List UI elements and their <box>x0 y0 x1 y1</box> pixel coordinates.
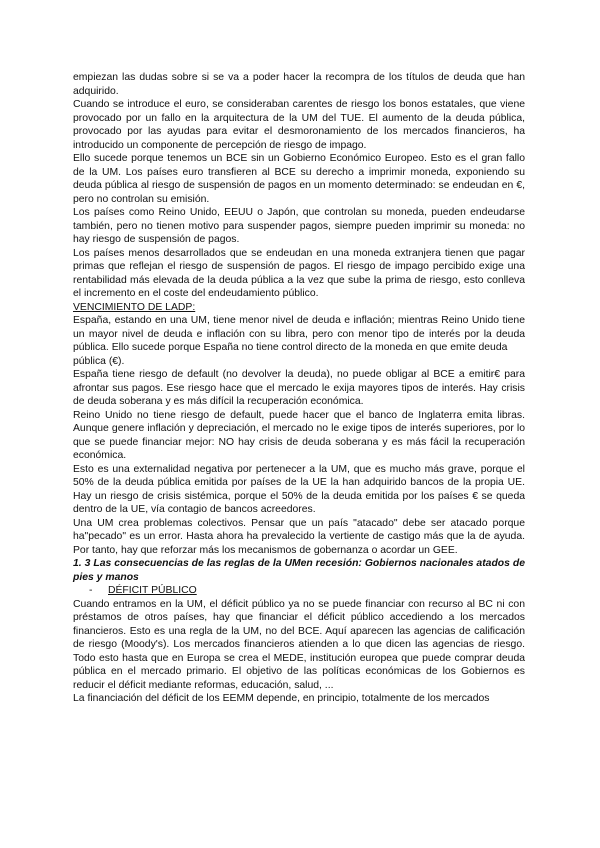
paragraph-deficit-um: Cuando entramos en la UM, el déficit público ya no se puede financiar con recurso al BC ni con préstamos de otros países, hay que financiar el déficit público accediendo a los mercados financieros. Esto es una regla de la UM, no del BCE. Aquí aparecen las agencias de calificación de riesgo (Moody's). Los mercados financieros atienden a lo que dicen las agencias de riesgo. Todo esto hasta que en Europa se crea el MEDE, institución europea que puede comprar deuda pública en el mercado primario. El objetivo de las políticas económicas de los Gobiernos es reducir el déficit mediante reformas, educación, salud, ... <box>73 598 525 691</box>
bullet-deficit-publico <box>73 584 525 598</box>
section-heading: 1. 3 Las consecuencias de las reglas de la UMen recesión: Gobiernos nacionales atados de pies y manos <box>73 558 525 583</box>
paragraph-espana-default: España tiene riesgo de default (no devolver la deuda), no puede obligar al BCE a emitir€ para afrontar sus pagos. Ese riesgo hace que el mercado le exija mayores tipos de interés. Hay crisis de deuda soberana y es más difícil la recuperación económica. <box>73 369 525 407</box>
document-page <box>73 71 525 706</box>
paragraph-bce-gobierno: Ello sucede porque tenemos un BCE sin un Gobierno Económico Europeo. Esto es el gran fallo de la UM. Los países euro transfieren al BCE su derecho a imprimir moneda, exponiendo su deuda pública al riesgo de suspensión de pagos en un momento determinado: se endeudan en €, pero no controlan su emisión. <box>73 153 525 205</box>
paragraph-espana-um: España, estando en una UM, tiene menor nivel de deuda e inflación; mientras Reino Unido tiene un mayor nivel de deuda e inflación con su libra, pero con menor tipo de interés por la deuda pública. Ello sucede porque España no tiene control directo de la moneda en que emite deuda <box>73 315 525 353</box>
paragraph-externalidad: Esto es una externalidad negativa por pertenecer a la UM, que es mucho más grave, porque el 50% de la deuda pública emitida por países de la UE la han adquirido bancos de la propia UE. Hay un riesgo de crisis sistémica, porque el 50% de la deuda emitida por los países € se queda dentro de la UE, vía contagio de bancos acreedores. <box>73 463 525 515</box>
paragraph-euro-riesgo: Cuando se introduce el euro, se consideraban carentes de riesgo los bonos estatales, que viene provocado por un fallo en la arquitectura de la UM del TUE. El aumento de la deuda pública, provocado por las ayudas para evitar el desmoronamiento de los mercados financieros, ha introducido un componente de percepción de riesgo de impago. <box>73 99 525 151</box>
bullet-label: DÉFICIT PÚBLICO <box>108 585 197 596</box>
bullet-dash: - <box>89 585 93 596</box>
paragraph-reino-unido-default: Reino Unido no tiene riesgo de default, puede hacer que el banco de Inglaterra emita libras. Aunque genere inflación y depreciación, el mercado no le exige tipos de interés superiores, por lo que se puede financiar mejor: NO hay crisis de deuda soberana y es más fácil la recuperación económica. <box>73 409 525 461</box>
paragraph-recompra: empiezan las dudas sobre si se va a poder hacer la recompra de los títulos de deuda que han adquirido. <box>73 72 525 97</box>
paragraph-financiacion-eemm: La financiación del déficit de los EEMM depende, en principio, totalmente de los mercados <box>73 693 490 704</box>
paragraph-paises-menos-desarrollados: Los países menos desarrollados que se endeudan en una moneda extranjera tienen que pagar primas que reflejan el riesgo de suspensión de pagos. El riesgo de impago percibido exige una rentabilidad más elevada de la deuda pública a la vez que sube la prima de riesgo, esto conlleva el incremento en el coste del endeudamiento público. <box>73 247 525 299</box>
paragraph-problemas-colectivos: Una UM crea problemas colectivos. Pensar que un país "atacado" debe ser atacado porque ha"pecado" es un error. Hasta ahora ha prevalecido la vertiente de castigo más que la de ayuda. Por tanto, hay que reforzar más los mecanismos de gobernanza o acordar un GEE. <box>73 517 525 556</box>
paragraph-paises-moneda: Los países como Reino Unido, EEUU o Japón, que controlan su moneda, pueden endeudarse también, pero no tienen motivo para suspender pagos, siempre pueden imprimir su moneda: no hay riesgo de suspensión de pagos. <box>73 207 525 245</box>
vencimiento-title: VENCIMIENTO DE LADP: <box>73 301 196 313</box>
paragraph-publica-euro: pública (€). <box>73 355 125 367</box>
